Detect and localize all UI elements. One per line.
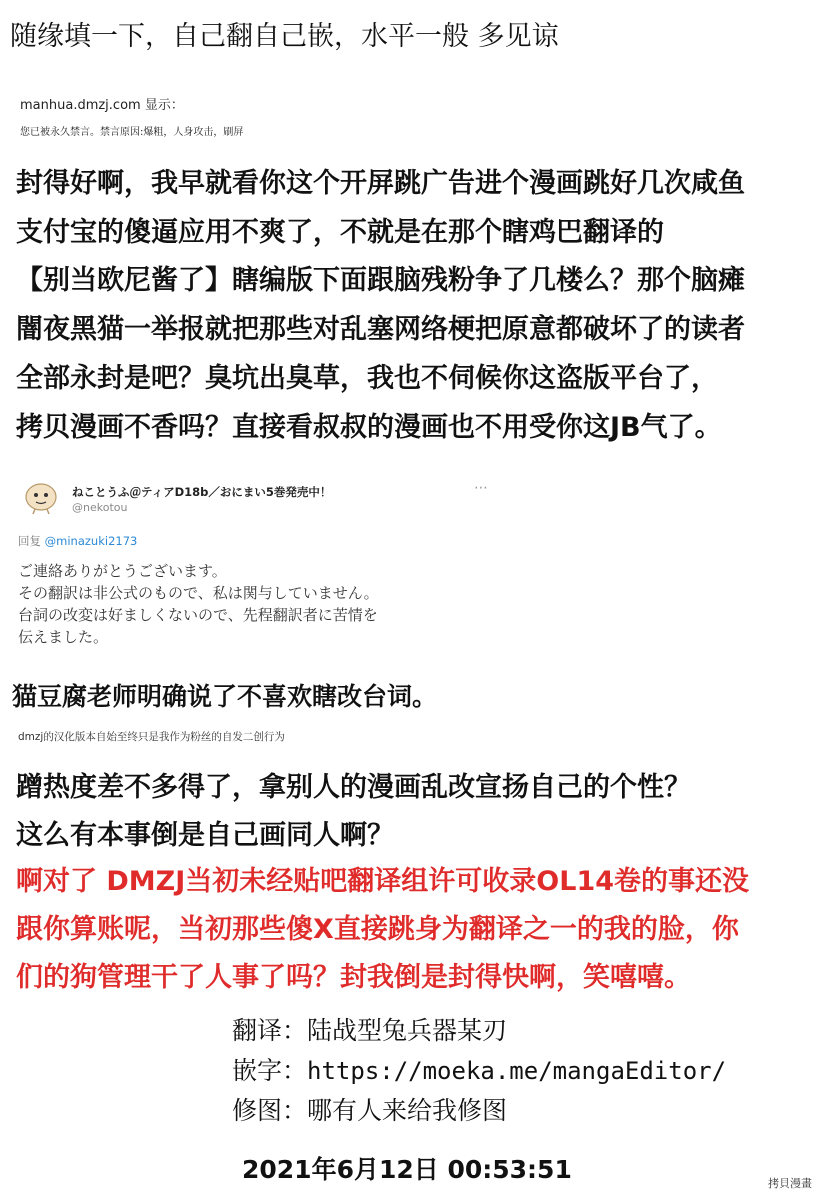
red-line: 啊对了 DMZJ当初未经贴吧翻译组许可收录OL14卷的事还没 (16, 866, 750, 897)
typeset-url-link[interactable]: https://moeka.me/mangaEditor/ (307, 1057, 727, 1085)
notice-ban-reason: 您已被永久禁言。禁言原因:爆粗，人身攻击，刷屏 (20, 127, 244, 138)
rant-line: 【别当欧尼酱了】瞎编版下面跟脑残粉争了几楼么？那个脑瘫 (16, 265, 745, 297)
notice-site: manhua.dmzj.com 显示： (20, 98, 184, 113)
header-note: 随缘填一下，自己翻自己嵌，水平一般 多见谅 (10, 21, 559, 52)
red-line: 们的狗管理干了人事了吗？封我倒是封得快啊，笑嘻嘻。 (16, 962, 691, 993)
credit-retouch (232, 1091, 726, 1131)
credit-value: 哪有人来给我修图 (307, 1096, 508, 1125)
timestamp: 2021年6月12日 00:53:51 (242, 1155, 572, 1184)
credit-value: 陆战型兔兵器某刃 (307, 1016, 508, 1045)
credit-label: 嵌字： (232, 1056, 308, 1085)
rant-line: 闇夜黑猫一举报就把那些对乱塞网络梗把原意都破坏了的读者 (16, 314, 745, 346)
tweet-body (18, 560, 379, 648)
rant2-line: 这么有本事倒是自己画同人啊？ (16, 820, 394, 851)
watermark: 拷貝漫畫 (768, 1177, 812, 1190)
rant-line: 封得好啊，我早就看你这个开屏跳广告进个漫画跳好几次咸鱼 (16, 168, 745, 199)
red-paragraph (16, 858, 749, 1002)
rant2-line: 蹭热度差不多得了，拿别人的漫画乱改宣扬自己的个性？ (16, 772, 691, 803)
rant-line: 全部永封是吧？臭坑出臭草，我也不伺候你这盗版平台了， (16, 362, 718, 394)
tweet-line: ご連絡ありがとうございます。 (18, 562, 227, 580)
credit-typeset (232, 1051, 726, 1091)
tweet-line: 台詞の改変は好ましくないので、先程翻訳者に苦情を (18, 606, 378, 624)
tweet-line: 伝えました。 (18, 628, 109, 646)
author-statement: 猫豆腐老师明确说了不喜欢瞎改台词。 (12, 682, 438, 711)
tweet-author-handle: @nekotou (72, 501, 128, 514)
reply-handle-link[interactable]: @minazuki2173 (44, 534, 138, 548)
rant-paragraph (16, 160, 745, 452)
ban-notice-screenshot (12, 84, 296, 146)
credit-label: 翻译： (232, 1016, 308, 1045)
rant2-paragraph (16, 764, 691, 860)
tweet-reply-to (18, 533, 137, 549)
credit-translate (232, 1011, 726, 1051)
red-line: 跟你算账呢，当初那些傻X直接跳身为翻译之一的我的脸，你 (16, 914, 739, 945)
rant-line: 拷贝漫画不香吗？直接看叔叔的漫画也不用受你这JB气了。 (16, 411, 722, 443)
rant-line: 支付宝的傻逼应用不爽了，不就是在那个瞎鸡巴翻译的 (16, 216, 664, 248)
credits (232, 1011, 726, 1131)
tweet-author-name: ねことうふ＠ティアD18b／おにまい5巻発売中！ (72, 485, 332, 499)
reply-prefix: 回复 (18, 534, 41, 548)
credit-label: 修图： (232, 1096, 308, 1125)
translator-quote: dmzj的汉化版本自始至终只是我作为粉丝的自发二创行为 (18, 731, 285, 743)
tweet-line: その翻訳は非公式のもので、私は関与していません。 (18, 584, 379, 602)
avatar-icon (23, 480, 59, 516)
tweet-screenshot (12, 470, 492, 660)
more-icon[interactable]: ⋯ (474, 480, 488, 496)
